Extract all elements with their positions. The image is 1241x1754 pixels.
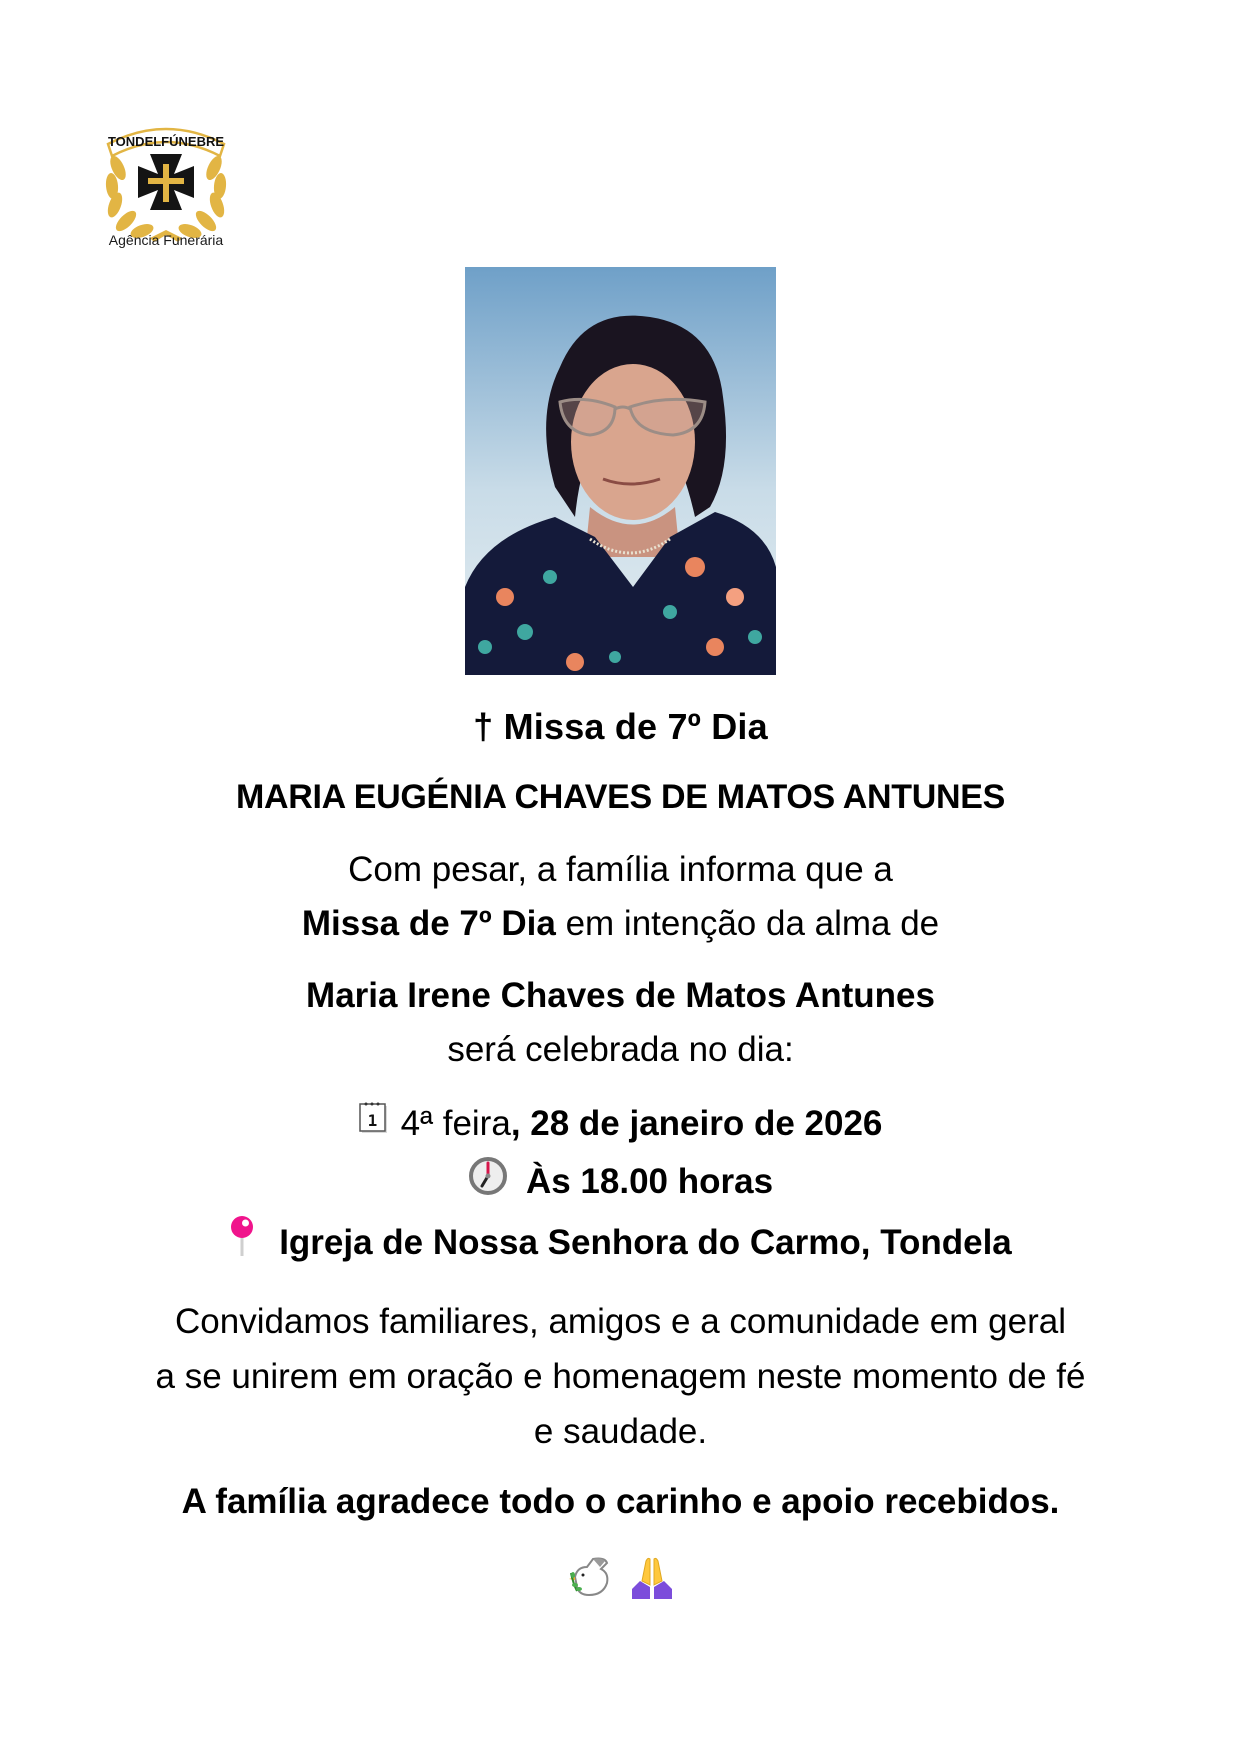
intro-line-2 — [0, 904, 1241, 944]
date-line — [0, 1104, 1241, 1144]
celebrated-text: será celebrada no dia: — [447, 1030, 794, 1069]
title-text: Missa de 7º Dia — [503, 706, 768, 747]
deceased-name-heading: MARIA EUGÉNIA CHAVES DE MATOS ANTUNES — [235, 778, 1006, 816]
time-line — [0, 1162, 1241, 1205]
date-full: , 28 de janeiro de 2026 — [510, 1104, 883, 1143]
soul-name: Maria Irene Chaves de Matos Antunes — [306, 976, 935, 1015]
intro-line-2-rest: em intenção da alma de — [555, 904, 940, 943]
location-text: Igreja de Nossa Senhora do Carmo, Tondela — [279, 1222, 1012, 1262]
mass-name-bold: Missa de 7º Dia — [301, 904, 556, 943]
invite-line-3: e saudade. — [533, 1412, 708, 1451]
svg-text:1: 1 — [367, 1111, 377, 1131]
closing-icons — [0, 1555, 1241, 1604]
svg-text:TONDELFÚNEBRE: TONDELFÚNEBRE — [107, 134, 225, 149]
praying-hands-icon — [630, 1555, 674, 1604]
deceased-portrait-photo — [465, 267, 776, 675]
date-weekday: 4ª feira — [400, 1104, 511, 1143]
invite-line-2: a se unirem em oração e homenagem neste momento de fé — [155, 1357, 1086, 1396]
funeral-cross-emblem-icon — [100, 118, 232, 250]
thanks-text: A família agradece todo o carinho e apoio recebidos. — [181, 1482, 1060, 1521]
agency-caption: Agência Funerária — [108, 232, 224, 248]
time-text: Às 18.00 horas — [525, 1162, 774, 1201]
clock-icon — [468, 1156, 508, 1205]
pin-icon — [229, 1214, 255, 1267]
dagger-cross-icon: † — [473, 706, 494, 747]
intro-line-1: Com pesar, a família informa que a — [348, 850, 893, 889]
invite-line-1: Convidamos familiares, amigos e a comunidade em geral — [175, 1302, 1066, 1341]
dove-icon — [567, 1555, 613, 1604]
location-line — [0, 1222, 1241, 1267]
calendar-icon — [359, 1101, 389, 1144]
notice-title — [0, 706, 1241, 748]
agency-logo — [100, 118, 232, 250]
